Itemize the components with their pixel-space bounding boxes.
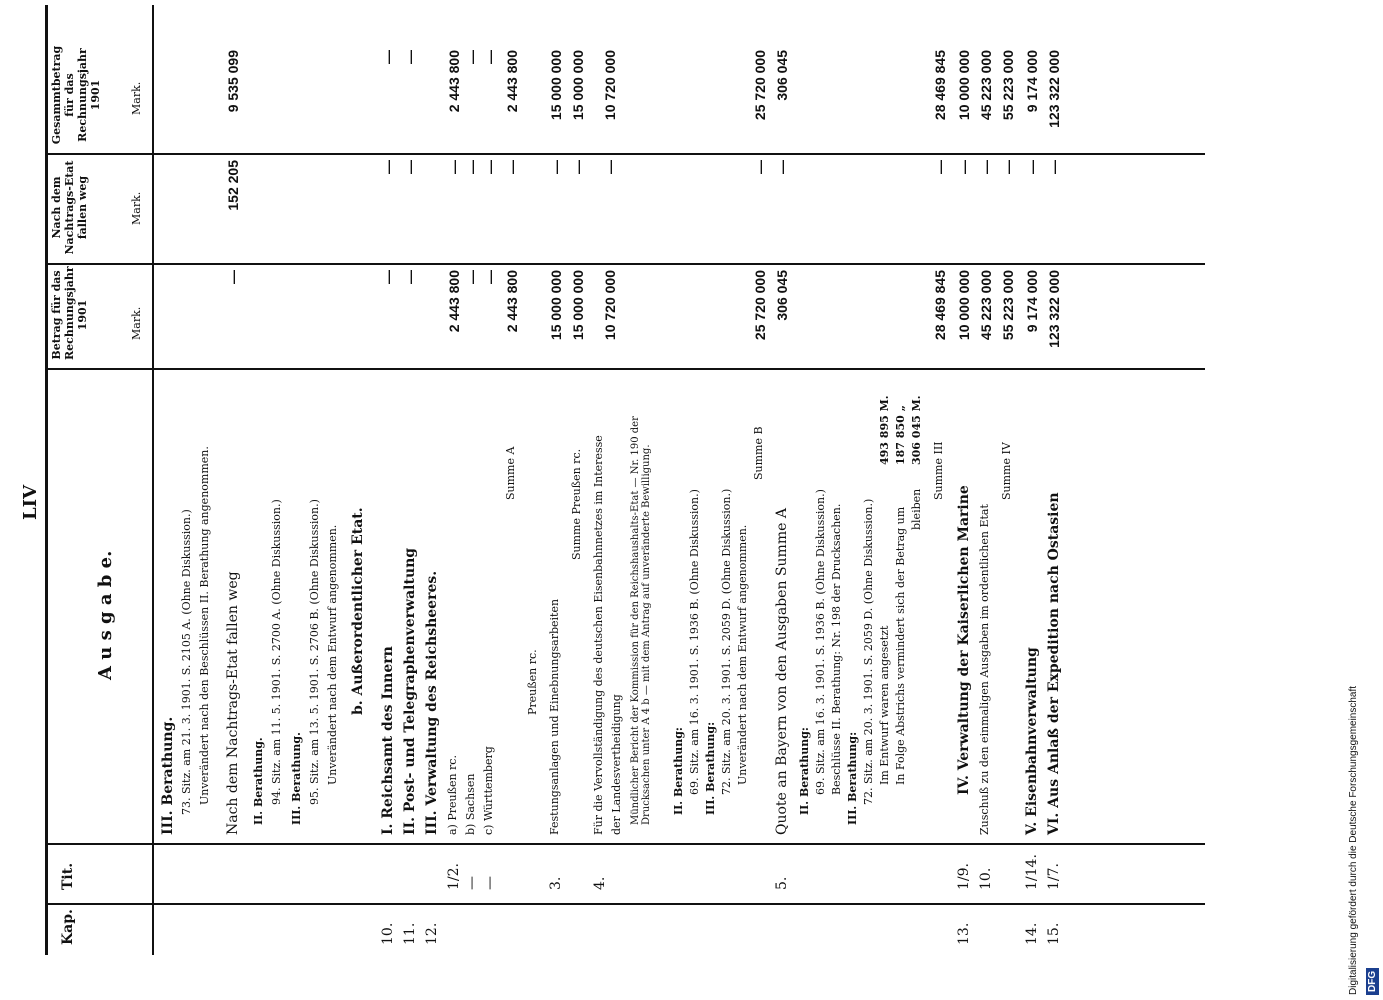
amount-col2: — [504, 160, 520, 174]
row-text: 69. Sitz. am 16. 3. 1901. S. 1936 B. (Ohne Diskussion.) [814, 489, 827, 795]
row-text: 73. Sitz. am 21. 3. 1901. S. 2105 A. (Ohne Diskussion.) [180, 509, 193, 815]
amount-col2: — [570, 160, 586, 174]
tit-number: — [482, 876, 498, 890]
row-text: 95. Sitz. am 13. 5. 1901. S. 2706 B. (Ohne Diskussion.) [308, 499, 321, 805]
section-heading: b. Außerordentlicher Etat. [350, 507, 366, 715]
row-text: VI. Aus Anlaß der Expedition nach Ostasien [1046, 492, 1062, 835]
kap-column-rule [45, 904, 1205, 906]
amount-col1: — [402, 270, 418, 284]
row-text: Preußen rc. [526, 649, 539, 715]
amount-col1: 2 443 800 [504, 270, 520, 333]
amount-col2: — [1024, 160, 1040, 174]
row-text: Quote an Bayern von den Ausgaben Summe A [774, 508, 790, 835]
row-text: Zuschuß zu den einmaligen Ausgaben im ordentlichen Etat [978, 504, 991, 835]
row-text: III. Verwaltung des Reichsheeres. [424, 570, 440, 835]
amount-col2: — [402, 160, 418, 174]
amount-col1: 2 443 800 [446, 270, 462, 333]
amount-col3: 306 045 [774, 50, 790, 101]
tit-number: 1/7. [1046, 863, 1062, 890]
header-tit: Tit. [60, 862, 76, 890]
col1-rule [45, 264, 1205, 266]
amount-col1: 10 720 000 [602, 270, 618, 341]
row-text: Unverändert nach dem Entwurf angenommen. [326, 524, 339, 785]
amount-col2: 152 205 [225, 160, 241, 211]
amount-col3: 9 535 099 [225, 50, 241, 113]
row-text: In Folge Abstrichs vermindert sich der Betrag um [894, 506, 907, 785]
row-text: c) Württemberg [482, 746, 495, 835]
row-text: a) Preußen rc. [446, 755, 459, 835]
row-text: b) Sachsen [464, 773, 477, 835]
unit-col3: Mark. [130, 81, 143, 115]
row-text: Summe B [752, 426, 765, 480]
page-number: LIV [20, 484, 41, 520]
header-ausgabe: A u s g a b e. [95, 550, 116, 680]
tit-number: 3. [548, 876, 564, 890]
amount-col1: 15 000 000 [570, 270, 586, 341]
row-text: Festungsanlagen und Einebnungsarbeiten [548, 598, 561, 835]
header-col1: Betrag für das Rechnungsjahr 1901 [50, 266, 89, 360]
header-rule-bottom [152, 5, 154, 955]
tit-column-rule [45, 844, 1205, 846]
tit-number: — [464, 876, 480, 890]
unit-col1: Mark. [130, 306, 143, 340]
amount-col3: 15 000 000 [570, 50, 586, 121]
tit-number: 5. [774, 876, 790, 890]
amount-col2: — [752, 160, 768, 174]
amount-col2: — [464, 160, 480, 174]
amount-col3: 10 720 000 [602, 50, 618, 121]
row-text: Unverändert nach den Beschlüssen II. Berathung angenommen. [198, 446, 211, 805]
amount-col3: — [380, 50, 396, 64]
text-column-rule [45, 369, 1205, 371]
amount-col1: 55 223 000 [1000, 270, 1016, 341]
amount-col3: 2 443 800 [446, 50, 462, 113]
amount-col2: — [602, 160, 618, 174]
amount-col3: 123 322 000 [1046, 50, 1062, 128]
amount-col3: — [482, 50, 498, 64]
tit-number: 4. [592, 876, 608, 890]
row-text: II. Post- und Telegraphenverwaltung [402, 547, 418, 835]
amount-col3: 28 469 845 [932, 50, 948, 121]
report-note: Mündlicher Bericht der Kommission für den Reichshaushalts-Etat — Nr. 190 der Drucksachen unter A 4 b — mit dem Antrag auf unveränderte Bewilligung. [630, 416, 652, 825]
amount-col2: — [1046, 160, 1062, 174]
row-text: Summe III [932, 441, 945, 500]
row-text: V. Eisenbahnverwaltung [1024, 647, 1040, 835]
row-text: III. Berathung: [846, 731, 859, 825]
amount-col2: — [1000, 160, 1016, 174]
amount-col1: 25 720 000 [752, 270, 768, 341]
header-rule-top [45, 5, 48, 955]
kap-number: 12. [424, 922, 440, 945]
amount-col2: — [446, 160, 462, 174]
row-text: I. Reichsamt des Innern [380, 646, 396, 835]
amount-col3: 10 000 000 [956, 50, 972, 121]
row-text: der Landesvertheidigung [610, 694, 623, 835]
amount-col2: — [932, 160, 948, 174]
row-text: III. Berathung. [290, 732, 303, 825]
kap-number: 15. [1046, 922, 1062, 945]
row-text: II. Berathung. [252, 737, 265, 825]
amount-col1: 15 000 000 [548, 270, 564, 341]
kap-number: 11. [402, 922, 418, 945]
row-text: 69. Sitz. am 16. 3. 1901. S. 1936 B. (Ohne Diskussion.) [688, 489, 701, 795]
row-text: Beschlüsse II. Berathung: Nr. 198 der Drucksachen. [830, 503, 843, 795]
header-kap: Kap. [60, 909, 76, 945]
amount-col1: — [464, 270, 480, 284]
amount-col1: 9 174 000 [1024, 270, 1040, 333]
row-text: Summe IV [1000, 442, 1013, 500]
amount-col3: 2 443 800 [504, 50, 520, 113]
tit-number: 1/2. [446, 863, 462, 890]
amount-col2: — [956, 160, 972, 174]
amount-col3: 45 223 000 [978, 50, 994, 121]
row-text: 72. Sitz. am 20. 3. 1901. S. 2059 D. (Ohne Diskussion.) [862, 498, 875, 805]
row-text: Nach dem Nachtrags-Etat fallen weg [225, 571, 241, 835]
amount-col1: — [482, 270, 498, 284]
calc-amount: 187 850 „ [894, 405, 907, 465]
col2-rule [45, 154, 1205, 156]
kap-number: 14. [1024, 922, 1040, 945]
calc-amount: 306 045 M. [910, 395, 923, 465]
amount-col3: 15 000 000 [548, 50, 564, 121]
footer-credit: Digitalisierung gefördert durch die Deutsche Forschungsgemeinschaft [1348, 685, 1359, 995]
unit-col2: Mark. [130, 191, 143, 225]
amount-col2: — [978, 160, 994, 174]
header-col3: Gesammtbetrag für das Rechnungsjahr 1901 [50, 45, 102, 145]
row-text: Unverändert nach dem Entwurf angenommen. [736, 524, 749, 785]
amount-col1: — [225, 270, 241, 284]
amount-col3: — [402, 50, 418, 64]
row-text: III. Berathung: [704, 721, 717, 815]
tit-number: 10. [978, 867, 994, 890]
amount-col2: — [380, 160, 396, 174]
row-text: III. Berathung. [160, 716, 176, 835]
tit-number: 1/14. [1024, 854, 1040, 890]
amount-col3: — [464, 50, 480, 64]
row-text: Im Entwurf waren angesetzt [878, 625, 891, 785]
amount-col1: 28 469 845 [932, 270, 948, 341]
calc-amount: 493 895 M. [878, 395, 891, 465]
amount-col1: 306 045 [774, 270, 790, 321]
row-text: II. Berathung: [798, 727, 811, 815]
row-text: 94. Sitz. am 11. 5. 1901. S. 2700 A. (Ohne Diskussion.) [270, 499, 283, 805]
amount-col2: — [482, 160, 498, 174]
row-text: Summe Preußen rc. [570, 448, 583, 560]
row-text: 72. Sitz. am 20. 3. 1901. S. 2059 D. (Ohne Diskussion.) [720, 488, 733, 795]
amount-col1: 45 223 000 [978, 270, 994, 341]
row-text: II. Berathung: [672, 727, 685, 815]
amount-col1: — [380, 270, 396, 284]
kap-number: 13. [956, 922, 972, 945]
amount-col2: — [548, 160, 564, 174]
row-text: bleiben [910, 488, 923, 530]
amount-col1: 10 000 000 [956, 270, 972, 341]
amount-col3: 25 720 000 [752, 50, 768, 121]
row-text: Summe A [504, 446, 517, 500]
row-text: Für die Vervollständigung des deutschen Eisenbahnnetzes im Interesse [592, 435, 605, 835]
row-text: IV. Verwaltung der Kaiserlichen Marine [956, 485, 972, 795]
amount-col3: 9 174 000 [1024, 50, 1040, 113]
dfg-logo: DFG [1366, 968, 1379, 995]
header-col2: Nach dem Nachtrags-Etat fallen weg [50, 160, 89, 255]
amount-col2: — [774, 160, 790, 174]
amount-col1: 123 322 000 [1046, 270, 1062, 348]
amount-col3: 55 223 000 [1000, 50, 1016, 121]
tit-number: 1/9. [956, 863, 972, 890]
kap-number: 10. [380, 922, 396, 945]
